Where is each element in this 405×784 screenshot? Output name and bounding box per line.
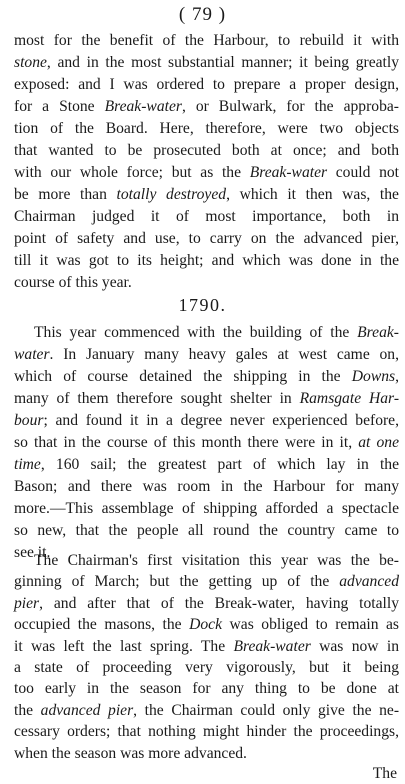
text-line: tion of the Board. Here, therefore, were two objects (14, 120, 399, 137)
text-line: the advanced pier, the Chairman could only give the ne- (14, 701, 400, 719)
text-line: exposed: and I was ordered to prepare a proper design, (14, 76, 399, 93)
italic-phrase: Dock (189, 616, 223, 634)
text-line: time, 160 sail; the greatest part of which lay in the (14, 456, 399, 473)
text-line: most for the benefit of the Harbour, to rebuild it with (14, 32, 399, 49)
italic-phrase: time (14, 456, 41, 473)
text-line: This year commenced with the building of the Break- (34, 324, 399, 341)
text-line: water. In January many heavy gales at west came on, (14, 346, 399, 363)
text-line: that wanted to be prosecuted both at once; and both (14, 142, 399, 159)
italic-phrase: Ramsgate Har- (299, 390, 400, 407)
text-line: so that in the course of this month there were in it, at one (14, 434, 399, 451)
text-line: cessary orders; that nothing might hinder the proceedings, (14, 723, 399, 741)
text-line: be more than totally destroyed, which it then was, the (14, 186, 399, 203)
italic-phrase: at one (358, 434, 399, 451)
text-line: occupied the masons, the Dock was obliged to remain as (14, 616, 399, 634)
catchword: The (372, 765, 397, 782)
italic-phrase: water (14, 346, 50, 363)
italic-phrase: Break-water (249, 164, 328, 181)
italic-phrase: advanced (339, 573, 399, 591)
page-number: ( 79 ) (178, 4, 227, 25)
text-line: pier, and after that of the Break-water, having totally (14, 594, 399, 612)
text-line: till it was got to its height; and which was done in the (14, 252, 399, 269)
text-line: many of them therefore sought shelter in Ramsgate Har- (14, 390, 400, 407)
text-line: when the season was more advanced. (14, 744, 247, 762)
italic-phrase: Downs (351, 368, 396, 385)
text-line: which of course detained the shipping in the Downs, (14, 368, 399, 385)
text-line: it was left the last spring. The Break-water was now in (14, 637, 399, 655)
text-line: for a Stone Break-water, or Bulwark, for the approba- (14, 98, 399, 115)
italic-phrase: bour (14, 412, 44, 429)
text-line: bour; and found it in a degree never experienced before, (14, 412, 399, 429)
italic-phrase: Break-water (233, 637, 311, 655)
text-line: so new, that the people all round the country came to (14, 522, 399, 539)
text-line: see it. (14, 544, 51, 561)
italic-phrase: stone (14, 54, 47, 71)
italic-phrase: totally destroyed (116, 186, 227, 203)
text-line: Chairman judged it of most importance, both in (14, 208, 399, 225)
italic-phrase: pier (14, 594, 40, 612)
text-line: a state of proceeding very vigorously, but it being (14, 659, 399, 676)
text-line: more.—This assemblage of shipping afforded a spectacle (14, 500, 399, 517)
text-line: course of this year. (14, 274, 132, 291)
year-heading: 1790. (178, 295, 227, 315)
italic-phrase: Break-water (104, 98, 182, 115)
text-line: with our whole force; but as the Break-water could not (14, 164, 400, 181)
italic-phrase: advanced pier (40, 701, 134, 719)
text-line: stone, and in the most substantial manner; it being greatly (14, 54, 399, 71)
text-line: ginning of March; but the getting up of the advanced (14, 573, 399, 591)
text-line: point of safety and use, to carry on the advanced pier, (14, 230, 399, 247)
text-line: Bason; and there was room in the Harbour for many (14, 478, 399, 495)
italic-phrase: Break- (357, 324, 399, 341)
text-line: too early in the season for any thing to be done at (14, 680, 399, 698)
text-line: The Chairman's first visitation this year was the be- (34, 552, 399, 569)
